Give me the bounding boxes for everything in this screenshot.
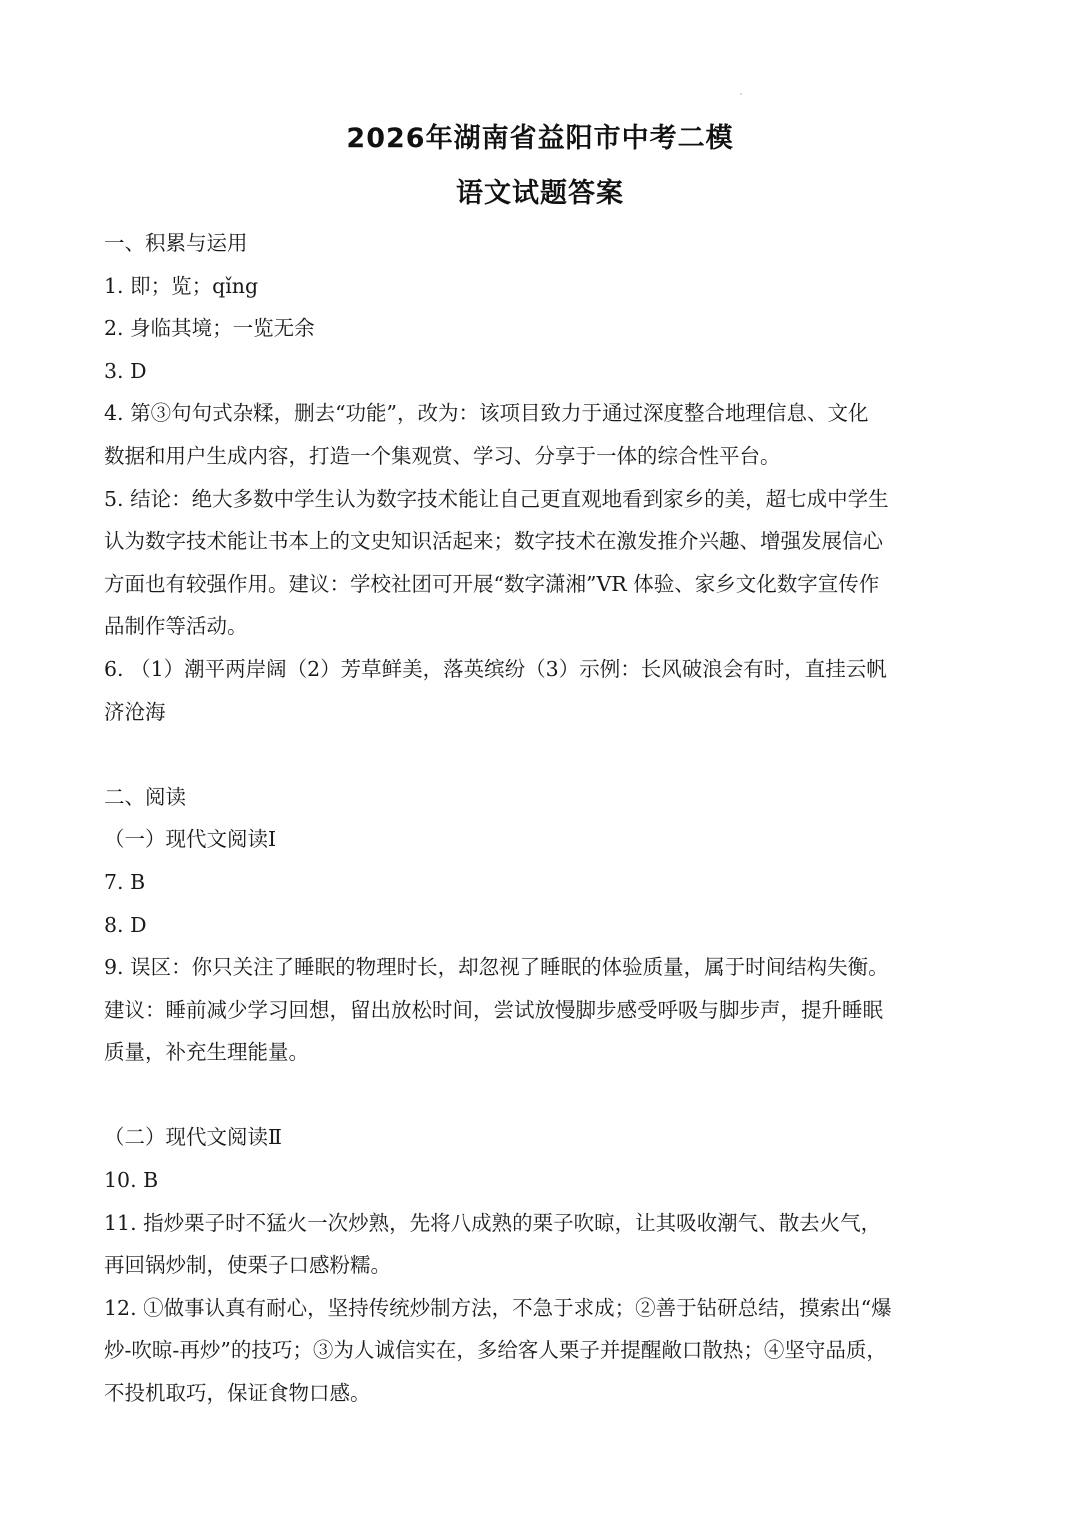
answer-q9-line1: 9. 误区：你只关注了睡眠的物理时长，却忽视了睡眠的体验质量，属于时间结构失衡。 <box>104 955 889 980</box>
scan-speck <box>740 93 742 95</box>
answer-q7: 7. B <box>104 869 146 894</box>
answer-q5-line2: 认为数字技术能让书本上的文史知识活起来；数字技术在激发推介兴趣、增强发展信心 <box>104 529 883 554</box>
answer-q5-line3: 方面也有较强作用。建议：学校社团可开展“数字潇湘”VR 体验、家乡文化数字宣传作 <box>104 571 880 596</box>
answer-q12-line3: 不投机取巧，保证食物口感。 <box>104 1381 371 1406</box>
answer-q6-line2: 济沧海 <box>104 699 166 724</box>
page-title: 2026年湖南省益阳市中考二模 <box>346 123 734 154</box>
answer-q8: 8. D <box>104 912 147 937</box>
answer-q12-line1: 12. ①做事认真有耐心，坚持传统炒制方法，不急于求成；②善于钻研总结，摸索出“爆 <box>104 1295 892 1320</box>
section-heading-reading: 二、阅读 <box>104 784 186 809</box>
answer-content <box>104 222 936 1415</box>
answer-q5-line4: 品制作等活动。 <box>104 614 248 639</box>
spacer <box>104 1074 936 1117</box>
subsection-heading-modern-reading-1: （一）现代文阅读Ⅰ <box>104 827 277 852</box>
answer-q4-line2: 数据和用户生成内容，打造一个集观赏、学习、分享于一体的综合性平台。 <box>104 443 781 468</box>
answer-q11-line2: 再回锅炒制，使栗子口感粉糯。 <box>104 1253 391 1278</box>
answer-q3: 3. D <box>104 358 147 383</box>
answer-q10: 10. B <box>104 1168 159 1193</box>
answer-q9-line3: 质量，补充生理能量。 <box>104 1040 309 1065</box>
section-heading-accumulation: 一、积累与运用 <box>104 231 248 255</box>
answer-q2: 2. 身临其境；一览无余 <box>104 316 315 341</box>
answer-q1: 1. 即；览；qǐng <box>104 273 259 298</box>
page-subtitle: 语文试题答案 <box>456 178 624 209</box>
answer-q4-line1: 4. 第③句句式杂糅，删去“功能”，改为：该项目致力于通过深度整合地理信息、文化 <box>104 401 869 426</box>
spacer <box>104 733 936 776</box>
answer-q11-line1: 11. 指炒栗子时不猛火一次炒熟，先将八成熟的栗子吹晾，让其吸收潮气、散去火气， <box>104 1210 882 1235</box>
answer-q5-line1: 5. 结论：绝大多数中学生认为数字技术能让自己更直观地看到家乡的美，超七成中学生 <box>104 486 889 511</box>
answer-q6-line1: 6. （1）潮平两岸阔（2）芳草鲜美，落英缤纷（3）示例：长风破浪会有时，直挂云帆 <box>104 656 887 681</box>
subsection-heading-modern-reading-2: （二）现代文阅读Ⅱ <box>104 1125 282 1150</box>
answer-q9-line2: 建议：睡前减少学习回想，留出放松时间，尝试放慢脚步感受呼吸与脚步声，提升睡眠 <box>104 997 883 1022</box>
answer-q12-line2: 炒-吹晾-再炒”的技巧；③为人诚信实在，多给客人栗子并提醒敞口散热；④坚守品质， <box>104 1338 887 1363</box>
